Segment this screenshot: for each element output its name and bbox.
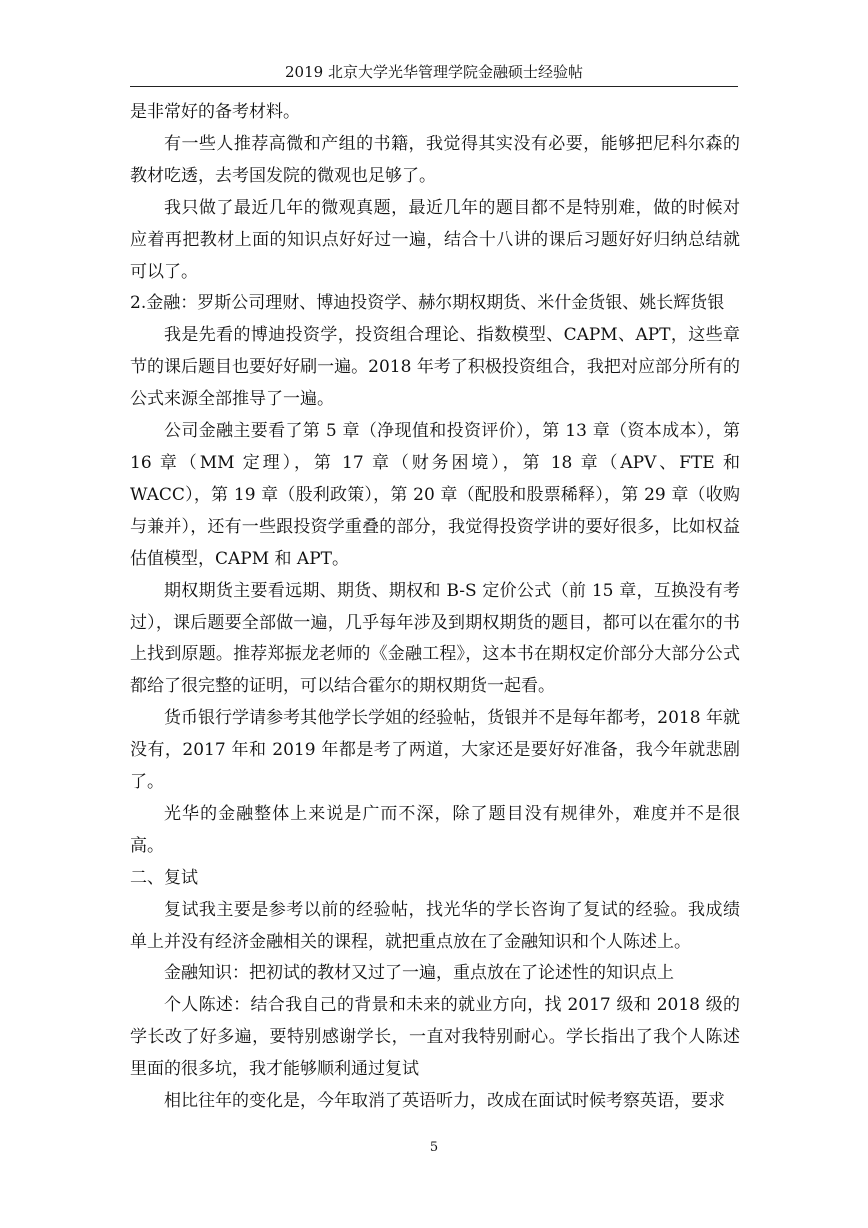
paragraph-micro-exams: 我只做了最近几年的微观真题，最近几年的题目都不是特别难，做的时候对应着再把教材上面的知识点好好过一遍，结合十八讲的课后习题好好归纳总结就可以了。 <box>130 197 740 282</box>
paragraph-retest-intro: 复试我主要是参考以前的经验帖，找光华的学长咨询了复试的经验。我成绩单上并没有经济金融相关的课程，就把重点放在了金融知识和个人陈述上。 <box>130 899 740 952</box>
paragraph-continuation: 是非常好的备考材料。 <box>130 102 300 122</box>
paragraph-changes: 相比往年的变化是，今年取消了英语听力，改成在面试时候考察英语，要求 <box>164 1091 725 1112</box>
paragraph-personal-statement: 个人陈述：结合我自己的背景和未来的就业方向，找 2017 级和 2018 级的学长改了好多遍，要特别感谢学长，一直对我特别耐心。学长指出了我个人陈述里面的很多坑，我才能够顺利通过复试 <box>130 995 740 1080</box>
paragraph-corporate-finance: 公司金融主要看了第 5 章（净现值和投资评价），第 13 章（资本成本），第 16 章（MM 定理），第 17 章（财务困境），第 18 章（APV、FTE 和 WACC），第 19 章（股利政策），第 20 章（配股和股票稀释），第 29 章（收购与兼并），还有一些跟投资学重叠的部分，我觉得投资学讲的要好很多，比如权益估值模型，CAPM 和 APT。 <box>130 421 740 569</box>
paragraph-textbook-opinion: 有一些人推荐高微和产组的书籍，我觉得其实没有必要，能够把尼科尔森的教材吃透，去考国发院的微观也足够了。 <box>130 133 740 186</box>
header-divider <box>130 86 738 87</box>
paragraph-options-futures: 期权期货主要看远期、期货、期权和 B-S 定价公式（前 15 章，互换没有考过），课后题要全部做一遍，几乎每年涉及到期权期货的题目，都可以在霍尔的书上找到原题。推荐郑振龙老师的《金融工程》，这本书在期权定价部分大部分公式都给了很完整的证明，可以结合霍尔的期权期货一起看。 <box>130 580 740 697</box>
section-heading-retest: 二、复试 <box>130 867 198 888</box>
page-header: 2019 北京大学光华管理学院金融硕士经验帖 <box>285 63 583 81</box>
document-body <box>130 97 740 1118</box>
paragraph-summary: 光华的金融整体上来说是广而不深，除了题目没有规律外，难度并不是很高。 <box>130 803 740 856</box>
section-heading-finance: 2.金融：罗斯公司理财、博迪投资学、赫尔期权期货、米什金货银、姚长辉货银 <box>130 293 725 314</box>
page-number: 5 <box>429 1140 439 1155</box>
paragraph-money-banking: 货币银行学请参考其他学长学姐的经验帖，货银并不是每年都考，2018 年就没有，2017 年和 2019 年都是考了两道，大家还是要好好准备，我今年就悲剧了。 <box>130 708 740 793</box>
paragraph-finance-knowledge: 金融知识：把初试的教材又过了一遍，重点放在了论述性的知识点上 <box>164 963 674 984</box>
paragraph-investments: 我是先看的博迪投资学，投资组合理论、指数模型、CAPM、APT，这些章节的课后题目也要好好刷一遍。2018 年考了积极投资组合，我把对应部分所有的公式来源全部推导了一遍。 <box>130 325 740 410</box>
